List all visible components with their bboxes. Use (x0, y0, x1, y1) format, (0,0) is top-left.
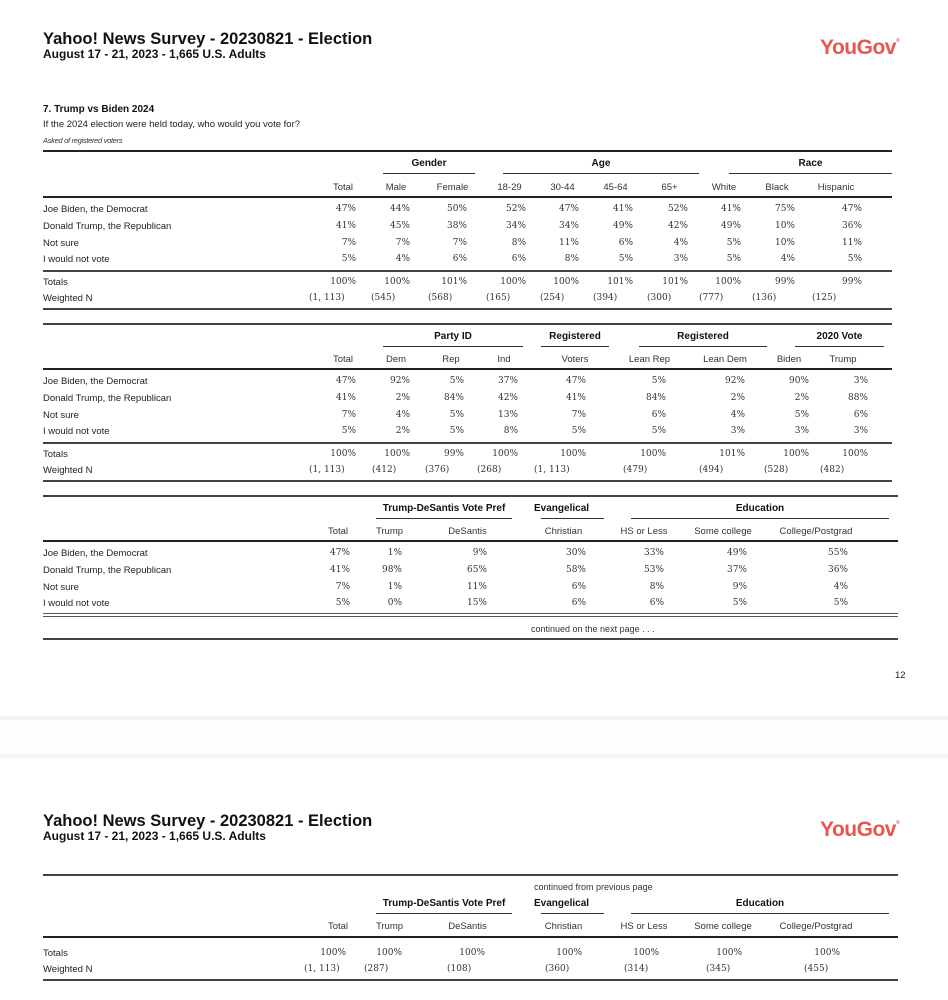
table-cell: 52% (667, 204, 688, 214)
table-cell: 2% (395, 426, 410, 436)
table-cell: 5% (794, 410, 809, 420)
group-rule (503, 173, 699, 174)
group-header: Gender (411, 158, 447, 169)
table-cell: 5% (449, 410, 464, 420)
table-cell: 5% (833, 598, 848, 608)
table-cell: 33% (643, 548, 664, 558)
column-header: Total (327, 921, 349, 932)
group-rule (795, 346, 884, 347)
table-cell: 37% (497, 376, 518, 386)
table-cell: 49% (720, 221, 741, 231)
column-header: Total (327, 526, 349, 537)
totals-cell: 100% (384, 277, 410, 287)
table-cell: 11% (841, 238, 862, 248)
yougov-logo: YouGov® (820, 36, 900, 59)
table-cell: 7% (341, 238, 356, 248)
column-header: Total (332, 182, 354, 193)
weighted-n-cell: (777) (699, 293, 724, 303)
table-rule (43, 442, 892, 444)
weighted-n-cell: (1, 113) (534, 465, 570, 475)
column-header: Some college (694, 526, 752, 537)
table-cell: 7% (452, 238, 467, 248)
weighted-n-cell: (345) (706, 964, 731, 974)
table-rule (43, 196, 892, 198)
group-rule (383, 173, 475, 174)
column-header: Rep (442, 354, 460, 365)
column-header: Hispanic (817, 182, 855, 193)
table-cell: 53% (643, 565, 664, 575)
group-header: Race (798, 158, 823, 169)
column-header: Trump (829, 354, 857, 365)
group-header: Education (735, 503, 785, 514)
table-rule (43, 480, 892, 482)
group-header: Party ID (434, 331, 472, 342)
table-cell: 7% (341, 410, 356, 420)
table-cell: 30% (565, 548, 586, 558)
column-header: College/Postgrad (779, 921, 853, 932)
question-text: If the 2024 election were held today, who would you vote for? (43, 119, 301, 130)
row-label-weighted-n: Weighted N (43, 465, 93, 476)
table-cell: 47% (329, 548, 350, 558)
table-cell: 5% (726, 254, 741, 264)
table-cell: 5% (651, 426, 666, 436)
totals-cell: 100% (640, 449, 666, 459)
table-cell: 1% (387, 548, 402, 558)
column-header: Black (765, 182, 789, 193)
weighted-n-cell: (125) (812, 293, 837, 303)
totals-cell: 100% (783, 449, 809, 459)
column-header: 30-44 (550, 182, 575, 193)
row-label: Joe Biden, the Democrat (43, 204, 148, 215)
column-header: Christian (544, 921, 583, 932)
table-cell: 1% (387, 582, 402, 592)
table-cell: 3% (794, 426, 809, 436)
weighted-n-cell: (254) (540, 293, 565, 303)
table-cell: 4% (395, 254, 410, 264)
weighted-n-cell: (528) (764, 465, 789, 475)
column-header: Trump (375, 921, 404, 932)
table-cell: 88% (847, 393, 868, 403)
table-rule (43, 270, 892, 272)
column-header: Some college (694, 921, 752, 932)
report-title: Yahoo! News Survey - 20230821 - Election (43, 812, 373, 830)
table-cell: 36% (827, 565, 848, 575)
table-cell: 5% (571, 426, 586, 436)
row-label-weighted-n: Weighted N (43, 293, 93, 304)
page-separator (0, 716, 948, 758)
table-cell: 34% (505, 221, 526, 231)
weighted-n-cell: (360) (545, 964, 570, 974)
table-cell: 34% (558, 221, 579, 231)
table-cell: 49% (726, 548, 747, 558)
totals-cell: 99% (443, 449, 464, 459)
table-cell: 58% (565, 565, 586, 575)
group-rule (376, 913, 512, 914)
table-cell: 15% (466, 598, 487, 608)
table-cell: 0% (387, 598, 402, 608)
row-label: Joe Biden, the Democrat (43, 376, 148, 387)
table-cell: 6% (651, 410, 666, 420)
column-header: Total (332, 354, 354, 365)
table-cell: 10% (774, 221, 795, 231)
column-header: Lean Rep (628, 354, 671, 365)
group-header: Trump-DeSantis Vote Pref (382, 898, 506, 909)
table-cell: 7% (395, 238, 410, 248)
totals-cell: 99% (774, 277, 795, 287)
table-cell: 47% (335, 204, 356, 214)
totals-cell: 100% (556, 948, 582, 958)
table-cell: 41% (720, 204, 741, 214)
table-cell: 4% (780, 254, 795, 264)
totals-cell: 100% (320, 948, 346, 958)
table-cell: 47% (841, 204, 862, 214)
table-cell: 5% (726, 238, 741, 248)
weighted-n-cell: (568) (428, 293, 453, 303)
table-cell: 98% (381, 565, 402, 575)
table-cell: 8% (649, 582, 664, 592)
column-header: HS or Less (620, 921, 668, 932)
column-header: White (711, 182, 737, 193)
table-rule (43, 540, 898, 542)
totals-cell: 100% (715, 277, 741, 287)
totals-cell: 100% (500, 277, 526, 287)
table-cell: 6% (853, 410, 868, 420)
row-label: Not sure (43, 582, 79, 593)
table-cell: 6% (649, 598, 664, 608)
row-label-totals: Totals (43, 277, 68, 288)
table-cell: 41% (335, 221, 356, 231)
table-cell: 84% (443, 393, 464, 403)
weighted-n-cell: (287) (364, 964, 389, 974)
totals-cell: 100% (459, 948, 485, 958)
group-header: Trump-DeSantis Vote Pref (382, 503, 506, 514)
table-cell: 5% (341, 254, 356, 264)
row-label: Donald Trump, the Republican (43, 393, 172, 404)
weighted-n-cell: (394) (593, 293, 618, 303)
table-cell: 3% (673, 254, 688, 264)
table-cell: 4% (673, 238, 688, 248)
continued-prev-note: continued from previous page (534, 882, 653, 892)
row-label: Joe Biden, the Democrat (43, 548, 148, 559)
table-cell: 45% (389, 221, 410, 231)
report-title: Yahoo! News Survey - 20230821 - Election (43, 30, 373, 48)
totals-cell: 100% (716, 948, 742, 958)
table-rule (43, 638, 898, 640)
table-rule (43, 936, 898, 938)
table-cell: 42% (497, 393, 518, 403)
weighted-n-cell: (455) (804, 964, 829, 974)
row-label-weighted-n: Weighted N (43, 964, 93, 975)
table-cell: 5% (449, 376, 464, 386)
group-rule (376, 518, 512, 519)
table-cell: 37% (726, 565, 747, 575)
table-cell: 2% (730, 393, 745, 403)
row-label: Not sure (43, 238, 79, 249)
table-cell: 52% (505, 204, 526, 214)
table-cell: 5% (732, 598, 747, 608)
table-rule (43, 323, 892, 325)
column-header: Biden (776, 354, 802, 365)
column-header: DeSantis (448, 526, 487, 537)
table-cell: 9% (732, 582, 747, 592)
table-cell: 47% (558, 204, 579, 214)
table-cell: 41% (335, 393, 356, 403)
column-header: Voters (561, 354, 589, 365)
document-page-2 (0, 758, 948, 1000)
weighted-n-cell: (412) (372, 465, 397, 475)
weighted-n-cell: (300) (647, 293, 672, 303)
table-rule (43, 495, 898, 497)
weighted-n-cell: (545) (371, 293, 396, 303)
table-cell: 7% (335, 582, 350, 592)
totals-cell: 100% (553, 277, 579, 287)
yougov-logo: YouGov® (820, 818, 900, 841)
question-title: 7. Trump vs Biden 2024 (43, 104, 155, 115)
weighted-n-cell: (1, 113) (304, 964, 340, 974)
report-subtitle: August 17 - 21, 2023 - 1,665 U.S. Adults (43, 47, 266, 61)
column-header: Dem (385, 354, 407, 365)
column-header: Lean Dem (703, 354, 747, 365)
table-rule (43, 874, 898, 876)
table-rule (43, 368, 892, 370)
totals-cell: 100% (560, 449, 586, 459)
table-cell: 4% (395, 410, 410, 420)
totals-cell: 101% (441, 277, 467, 287)
table-cell: 11% (466, 582, 487, 592)
table-rule (43, 613, 898, 614)
table-cell: 11% (558, 238, 579, 248)
continued-next-note: continued on the next page . . . (531, 624, 655, 634)
table-cell: 6% (618, 238, 633, 248)
table-cell: 92% (724, 376, 745, 386)
table-cell: 6% (571, 582, 586, 592)
row-label: Not sure (43, 410, 79, 421)
weighted-n-cell: (482) (820, 465, 845, 475)
table-cell: 6% (452, 254, 467, 264)
group-rule (631, 913, 889, 914)
totals-cell: 100% (330, 449, 356, 459)
totals-cell: 101% (662, 277, 688, 287)
table-cell: 49% (612, 221, 633, 231)
column-header: 45-64 (603, 182, 628, 193)
table-rule (43, 979, 898, 981)
table-cell: 8% (564, 254, 579, 264)
weighted-n-cell: (494) (699, 465, 724, 475)
table-rule (43, 308, 892, 310)
table-cell: 7% (571, 410, 586, 420)
weighted-n-cell: (1, 113) (309, 465, 345, 475)
row-label: Donald Trump, the Republican (43, 221, 172, 232)
table-cell: 41% (612, 204, 633, 214)
column-header: 18-29 (497, 182, 522, 193)
table-cell: 65% (466, 565, 487, 575)
group-rule (541, 913, 604, 914)
row-label: I would not vote (43, 426, 110, 437)
column-header: DeSantis (448, 921, 487, 932)
totals-cell: 100% (376, 948, 402, 958)
table-cell: 10% (774, 238, 795, 248)
group-header: Evangelical (534, 898, 590, 909)
column-header: Trump (375, 526, 404, 537)
table-cell: 8% (503, 426, 518, 436)
table-cell: 47% (565, 376, 586, 386)
column-header: HS or Less (620, 526, 668, 537)
row-label: I would not vote (43, 254, 110, 265)
group-header: Registered (677, 331, 729, 342)
group-header: Registered (549, 331, 601, 342)
table-cell: 42% (667, 221, 688, 231)
group-rule (729, 173, 892, 174)
weighted-n-cell: (268) (477, 465, 502, 475)
group-header: Evangelical (534, 503, 590, 514)
row-label: I would not vote (43, 598, 110, 609)
column-header: 65+ (661, 182, 678, 193)
row-label: Donald Trump, the Republican (43, 565, 172, 576)
totals-cell: 100% (330, 277, 356, 287)
totals-cell: 100% (814, 948, 840, 958)
table-cell: 8% (511, 238, 526, 248)
table-cell: 90% (788, 376, 809, 386)
weighted-n-cell: (165) (486, 293, 511, 303)
question-note: Asked of registered voters (43, 136, 123, 145)
weighted-n-cell: (136) (752, 293, 777, 303)
table-rule (43, 150, 892, 152)
weighted-n-cell: (479) (623, 465, 648, 475)
totals-cell: 100% (842, 449, 868, 459)
table-cell: 55% (827, 548, 848, 558)
group-rule (541, 346, 609, 347)
totals-cell: 100% (633, 948, 659, 958)
column-header: Christian (544, 526, 583, 537)
totals-cell: 101% (607, 277, 633, 287)
column-header: Ind (497, 354, 511, 365)
column-header: College/Postgrad (779, 526, 853, 537)
table-cell: 13% (497, 410, 518, 420)
table-cell: 84% (645, 393, 666, 403)
report-subtitle: August 17 - 21, 2023 - 1,665 U.S. Adults (43, 829, 266, 843)
table-cell: 75% (774, 204, 795, 214)
group-rule (383, 346, 523, 347)
table-cell: 5% (651, 376, 666, 386)
column-header: Male (385, 182, 407, 193)
table-cell: 2% (794, 393, 809, 403)
table-cell: 41% (565, 393, 586, 403)
table-cell: 3% (730, 426, 745, 436)
table-cell: 5% (449, 426, 464, 436)
group-rule (639, 346, 767, 347)
table-cell: 41% (329, 565, 350, 575)
table-cell: 5% (618, 254, 633, 264)
totals-cell: 100% (492, 449, 518, 459)
group-header: 2020 Vote (816, 331, 863, 342)
table-cell: 5% (335, 598, 350, 608)
weighted-n-cell: (1, 113) (309, 293, 345, 303)
table-cell: 3% (853, 376, 868, 386)
page-number: 12 (895, 670, 906, 681)
table-cell: 50% (446, 204, 467, 214)
table-cell: 36% (841, 221, 862, 231)
weighted-n-cell: (376) (425, 465, 450, 475)
row-label-totals: Totals (43, 449, 68, 460)
table-cell: 9% (472, 548, 487, 558)
totals-cell: 101% (719, 449, 745, 459)
group-header: Education (735, 898, 785, 909)
table-cell: 92% (389, 376, 410, 386)
table-cell: 6% (571, 598, 586, 608)
weighted-n-cell: (108) (447, 964, 472, 974)
table-cell: 5% (341, 426, 356, 436)
table-cell: 38% (446, 221, 467, 231)
totals-cell: 99% (841, 277, 862, 287)
column-header: Female (436, 182, 469, 193)
table-cell: 2% (395, 393, 410, 403)
table-cell: 6% (511, 254, 526, 264)
table-rule (43, 616, 898, 617)
weighted-n-cell: (314) (624, 964, 649, 974)
row-label-totals: Totals (43, 948, 68, 959)
table-cell: 44% (389, 204, 410, 214)
table-cell: 4% (730, 410, 745, 420)
group-rule (541, 518, 604, 519)
table-cell: 4% (833, 582, 848, 592)
table-cell: 5% (847, 254, 862, 264)
group-rule (631, 518, 889, 519)
totals-cell: 100% (384, 449, 410, 459)
table-cell: 3% (853, 426, 868, 436)
group-header: Age (591, 158, 611, 169)
table-cell: 47% (335, 376, 356, 386)
